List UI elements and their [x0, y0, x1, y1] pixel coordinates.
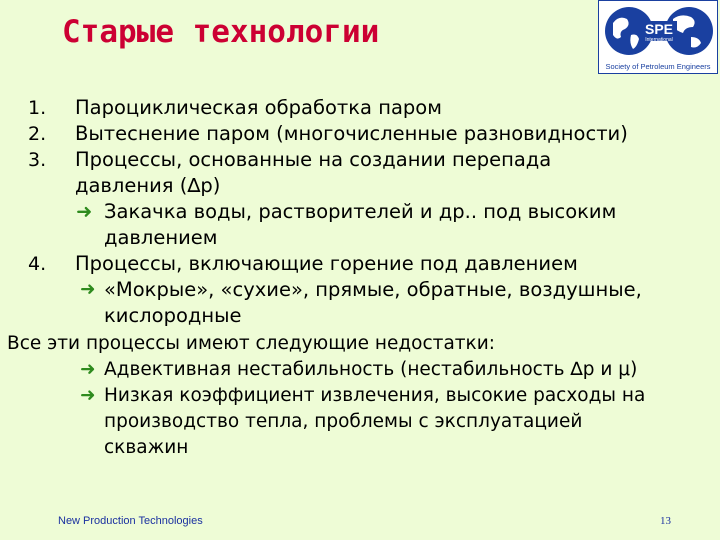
item-number: 2. — [28, 123, 47, 145]
item-number: 1. — [28, 97, 47, 119]
globe-icon — [599, 1, 719, 63]
list-item-continuation: давления (∆p) — [75, 174, 221, 197]
list-item: Процессы, включающие горение под давлением — [75, 252, 578, 275]
arrow-icon: ➜ — [76, 200, 93, 223]
drawback-item: Адвективная нестабильность (нестабильность ∆p и μ) — [104, 359, 638, 380]
item-number: 3. — [28, 149, 47, 171]
arrow-icon: ➜ — [80, 279, 96, 300]
drawback-continuation: скважин — [104, 437, 189, 458]
arrow-icon: ➜ — [80, 385, 96, 406]
sub-item: Закачка воды, растворителей и др.. под высоким — [104, 200, 617, 223]
logo-subtext: International — [645, 37, 673, 43]
arrow-icon: ➜ — [80, 359, 96, 380]
slide-title: Старые технологии — [62, 14, 380, 50]
summary-text: Все эти процессы имеют следующие недостатки: — [7, 333, 495, 354]
footer-text: New Production Technologies — [58, 515, 203, 527]
list-item: Пароциклическая обработка паром — [75, 96, 442, 119]
spe-logo — [598, 0, 718, 74]
sub-item: «Мокрые», «сухие», прямые, обратные, воздушные, — [104, 278, 642, 301]
item-number: 4. — [28, 253, 47, 275]
logo-text: SPE — [644, 21, 674, 37]
sub-item-continuation: кислородные — [104, 304, 242, 327]
sub-item-continuation: давлением — [104, 226, 218, 249]
drawback-continuation: производство тепла, проблемы с эксплуатацией — [104, 411, 583, 432]
page-number: 13 — [660, 515, 671, 527]
drawback-item: Низкая коэффициент извлечения, высокие расходы на — [104, 385, 646, 406]
logo-caption: Society of Petroleum Engineers — [605, 62, 711, 71]
list-item: Вытеснение паром (многочисленные разновидности) — [75, 122, 628, 145]
list-item: Процессы, основанные на создании перепада — [75, 148, 552, 171]
